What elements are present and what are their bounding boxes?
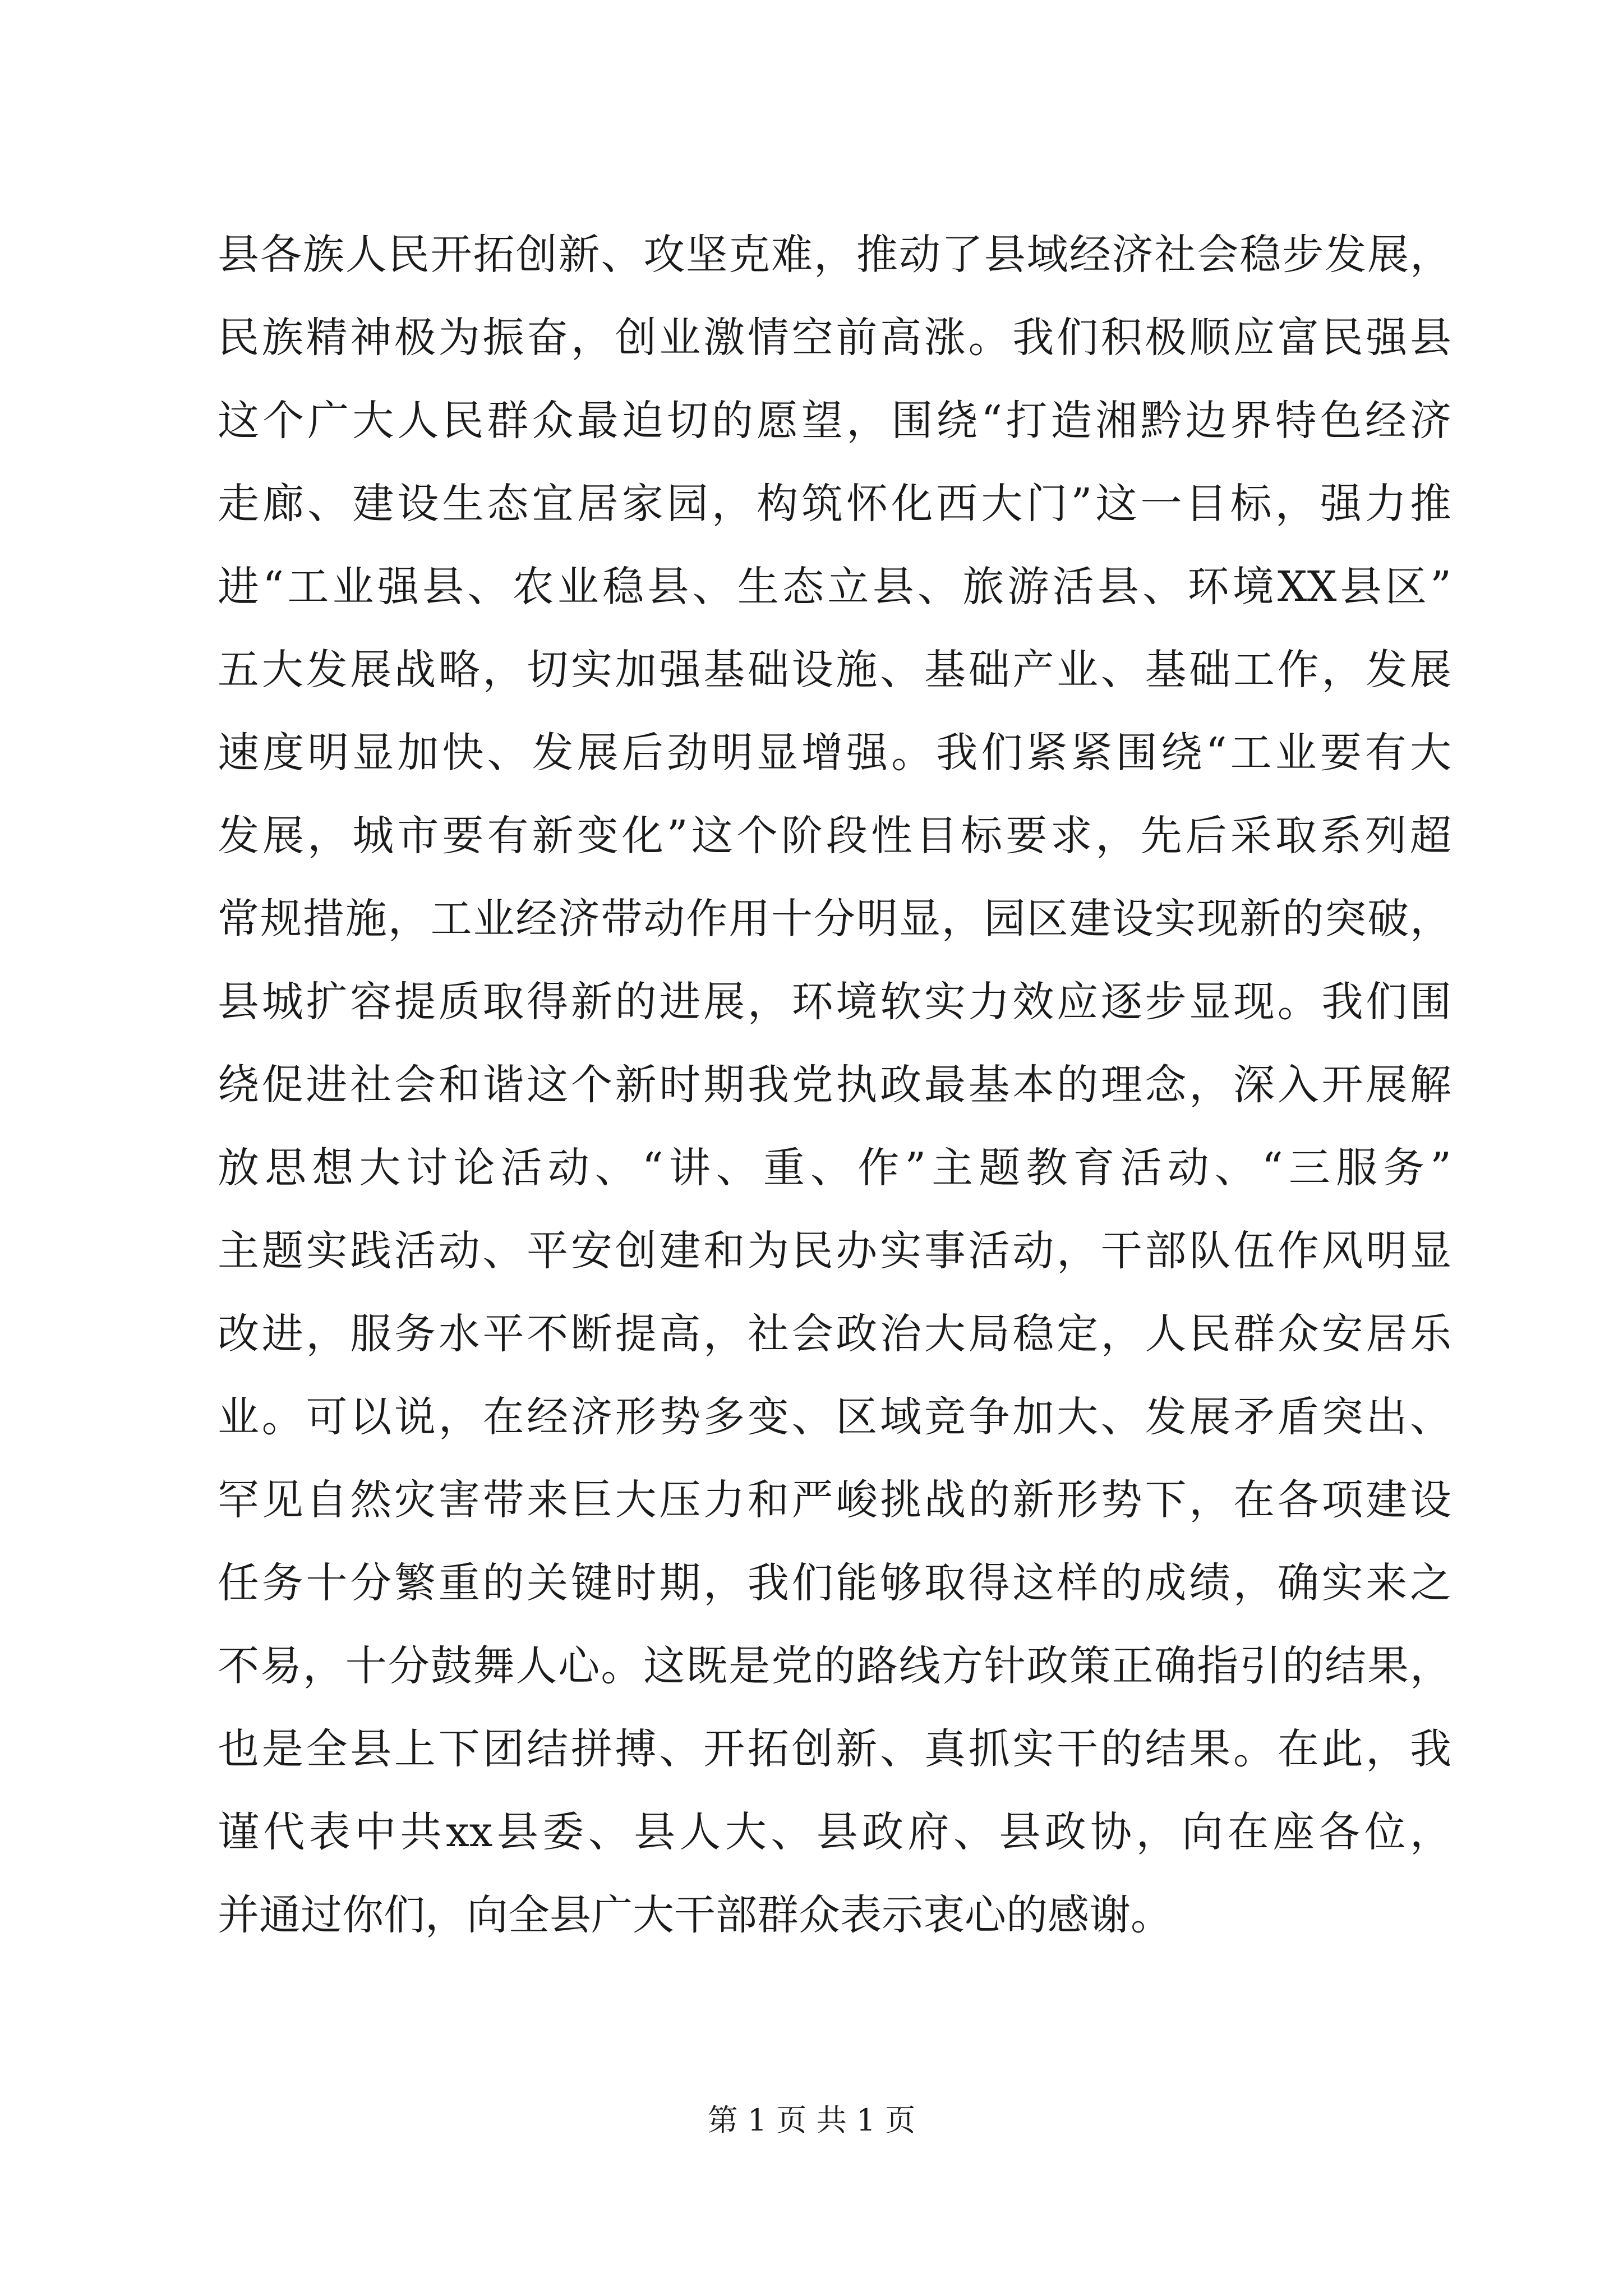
text-line: 绕促进社会和谐这个新时期我党执政最基本的理念，深入开展解 [218,1061,1451,1109]
text-line: 走廊、建设生态宜居家园，构筑怀化西大门”这一目标，强力推 [218,480,1451,528]
text-line: 发展，城市要有新变化”这个阶段性目标要求，先后采取系列超 [218,812,1451,860]
text-line: 并通过你们，向全县广大干部群众表示衷心的感谢。 [218,1891,1172,1939]
text-line: 进“工业强县、农业稳县、生态立县、旅游活县、环境XX县区” [218,563,1451,611]
text-line: 罕见自然灾害带来巨大压力和严峻挑战的新形势下，在各项建设 [218,1476,1451,1524]
text-line: 这个广大人民群众最迫切的愿望，围绕“打造湘黔边界特色经济 [218,397,1451,445]
text-line: 任务十分繁重的关键时期，我们能够取得这样的成绩，确实来之 [218,1559,1451,1607]
text-line: 谨代表中共xx县委、县人大、县政府、县政协，向在座各位， [218,1808,1451,1856]
text-line: 速度明显加快、发展后劲明显增强。我们紧紧围绕“工业要有大 [218,729,1451,777]
text-line: 主题实践活动、平安创建和为民办实事活动，干部队伍作风明显 [218,1227,1451,1275]
text-line: 业。可以说，在经济形势多变、区域竞争加大、发展矛盾突出、 [218,1393,1451,1441]
page-footer [0,2101,1623,2140]
text-line: 常规措施，工业经济带动作用十分明显，园区建设实现新的突破， [218,895,1451,943]
text-line: 县各族人民开拓创新、攻坚克难，推动了县域经济社会稳步发展， [218,231,1451,279]
text-line: 不易，十分鼓舞人心。这既是党的路线方针政策正确指引的结果， [218,1642,1451,1690]
text-line: 五大发展战略，切实加强基础设施、基础产业、基础工作，发展 [218,646,1451,694]
text-line: 民族精神极为振奋，创业激情空前高涨。我们积极顺应富民强县 [218,314,1451,362]
text-line: 县城扩容提质取得新的进展，环境软实力效应逐步显现。我们围 [218,978,1451,1026]
page-number: 第 1 页 共 1 页 [707,2102,916,2138]
body-paragraph [218,213,1451,1957]
text-line: 改进，服务水平不断提高，社会政治大局稳定，人民群众安居乐 [218,1310,1451,1358]
text-line: 也是全县上下团结拼搏、开拓创新、真抓实干的结果。在此，我 [218,1725,1451,1773]
text-line: 放思想大讨论活动、“讲、重、作”主题教育活动、“三服务” [218,1144,1451,1192]
